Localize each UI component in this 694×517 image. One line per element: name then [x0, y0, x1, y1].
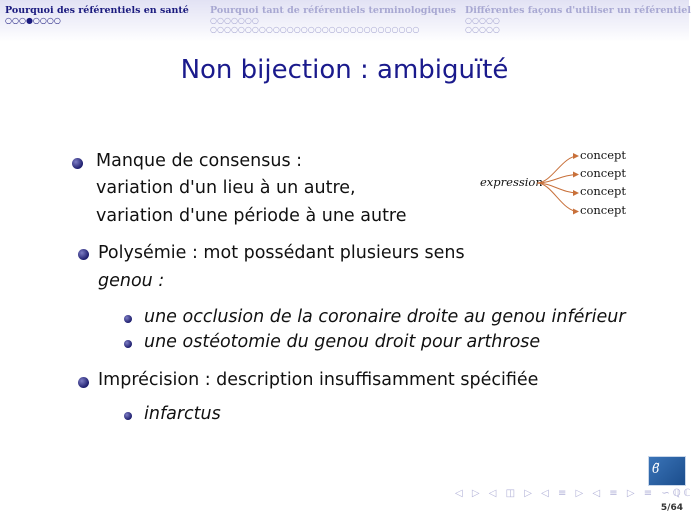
section-title: Pourquoi tant de référentiels terminologiques — [210, 5, 457, 16]
nav-subsection-icon[interactable]: ◁ ◫ ▷ — [488, 488, 535, 499]
beamer-navigation-controls — [455, 488, 694, 499]
bullet-imprecision-lead: Imprécision : description insuffisamment spécifiée — [98, 370, 539, 390]
bullet-consensus-lead: Manque de consensus : — [96, 151, 303, 171]
bullet-consensus-line: variation d'une période à une autre — [96, 206, 407, 226]
nav-section-icon[interactable]: ◁ ≡ ▷ — [541, 488, 587, 499]
nav-frame-icon[interactable]: ◁ ▷ — [455, 488, 483, 499]
sub-bullet-icon — [124, 340, 132, 348]
section-title: Pourquoi des référentiels en santé — [5, 5, 189, 16]
bullet-consensus-line: variation d'un lieu à un autre, — [96, 178, 356, 198]
page-number: 5/64 — [660, 503, 683, 513]
nav-search-icon[interactable]: ∽ℚℂ — [661, 488, 694, 499]
sub-bullet-item: infarctus — [144, 404, 221, 424]
logo-mark: ϐ̃ — [652, 462, 660, 477]
slide-title: Non bijection : ambiguïté — [180, 55, 509, 85]
sub-bullet-icon — [124, 412, 132, 420]
diagram-target-label: concept — [580, 203, 626, 217]
institution-logo — [648, 456, 686, 486]
sub-bullet-item: une ostéotomie du genou droit pour arthrose — [144, 332, 541, 352]
bullet-polysemy-lead: Polysémie : mot possédant plusieurs sens — [98, 243, 465, 263]
bullet-icon — [78, 249, 89, 260]
subsection-dots[interactable]: ○○○○○ — [465, 16, 500, 25]
diagram-target-label: concept — [580, 166, 626, 180]
section-link-referentiels-sante[interactable] — [5, 5, 189, 25]
diagram-source-label: expression — [480, 175, 543, 189]
subsection-dots[interactable]: ○○○●○○○○ — [5, 16, 61, 25]
bullet-polysemy-example: genou : — [98, 271, 165, 291]
bullet-icon — [72, 158, 83, 169]
subsection-dots[interactable]: ○○○○○○○○○○○○○○○○○○○○○○○○○○○○○○ — [210, 25, 420, 34]
sub-bullet-item: une occlusion de la coronaire droite au genou inférieur — [144, 307, 626, 327]
nav-appendix-icon[interactable]: ≡ — [643, 488, 656, 499]
diagram-arrows — [535, 148, 585, 220]
diagram-arrow — [537, 183, 578, 212]
sub-bullet-icon — [124, 315, 132, 323]
subsection-dots[interactable]: ○○○○○ — [465, 25, 500, 34]
diagram-target-label: concept — [580, 184, 626, 198]
subsection-dots[interactable]: ○○○○○○○ — [210, 16, 259, 25]
nav-document-icon[interactable]: ◁ ≡ ▷ — [592, 488, 638, 499]
diagram-target-label: concept — [580, 148, 626, 162]
section-link-referentiels-terminologiques[interactable] — [210, 5, 456, 34]
bullet-icon — [78, 377, 89, 388]
section-navigation-bar — [0, 0, 689, 42]
section-title: Différentes façons d'utiliser un référentiel — [465, 5, 691, 16]
section-link-utiliser-referentiel[interactable] — [465, 5, 691, 34]
